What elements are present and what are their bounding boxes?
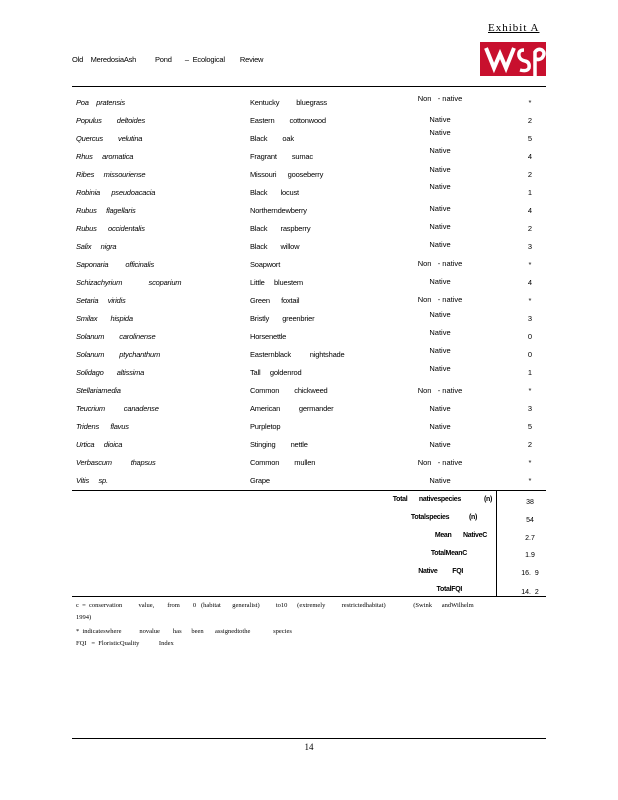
common-name: Northerndewberry: [250, 206, 307, 215]
common-name: Easternblack nightshade: [250, 350, 345, 359]
native-status: Native: [429, 422, 451, 431]
native-status: Native: [429, 204, 451, 213]
conservation-value: 0: [527, 350, 533, 359]
common-name: Purpletop: [250, 422, 281, 431]
common-name: Black raspberry: [250, 224, 311, 233]
common-name: Missouri gooseberry: [250, 170, 324, 179]
summary-column-divider: [496, 490, 497, 596]
conservation-value: 5: [527, 134, 533, 143]
native-status: Native: [429, 364, 451, 373]
scientific-name: Solidago altissima: [76, 368, 145, 377]
footnote-c-definition-cont: 1994): [76, 614, 92, 621]
conservation-value: 2: [527, 116, 533, 125]
scientific-name: Smilax hispida: [76, 314, 133, 323]
conservation-value: 3: [527, 314, 533, 323]
summary-label: TotalFQI: [436, 586, 462, 593]
scientific-name: Rhus aromatica: [76, 152, 134, 161]
footnote-c-definition: c = conservation value, from 0 (habitat generalist) to10 (extremely restrictedhabitat) (Swink andWilhelm: [76, 602, 474, 609]
common-name: Common mullen: [250, 458, 316, 467]
footnote-asterisk: * indicateswhere novalue has been assignedtothe species: [76, 628, 292, 635]
common-name: Black oak: [250, 134, 294, 143]
footnote-fqi: FQI = FloristicQuality Index: [76, 640, 174, 647]
scientific-name: Solanum ptychanthum: [76, 350, 161, 359]
scientific-name: Poa pratensis: [76, 98, 125, 107]
scientific-name: Populus deltoides: [76, 116, 145, 125]
common-name: Black locust: [250, 188, 299, 197]
summary-top-rule: [72, 490, 546, 491]
native-status: Native: [429, 240, 451, 249]
scientific-name: Verbascum thapsus: [76, 458, 156, 467]
native-status: Native: [429, 476, 451, 485]
common-name: Black willow: [250, 242, 300, 251]
summary-value: 14. 2: [521, 589, 539, 596]
native-status: Non - native: [417, 295, 463, 304]
summary-label: TotalMeanC: [430, 550, 467, 557]
common-name: American germander: [250, 404, 334, 413]
scientific-name: Saponaria officinalis: [76, 260, 154, 269]
summary-value: 16. 9: [521, 570, 539, 577]
native-status: Native: [429, 222, 451, 231]
conservation-value: *: [528, 98, 532, 107]
common-name: Horsenettle: [250, 332, 287, 341]
summary-value: 1.9: [525, 552, 535, 559]
native-status: Non - native: [417, 458, 463, 467]
summary-label: Mean NativeC: [434, 532, 487, 539]
conservation-value: *: [528, 386, 532, 395]
conservation-value: 2: [527, 224, 533, 233]
common-name: Eastern cottonwood: [250, 116, 326, 125]
common-name: Fragrant sumac: [250, 152, 313, 161]
scientific-name: Robinia pseudoacacia: [76, 188, 156, 197]
native-status: Native: [429, 165, 451, 174]
native-status: Native: [429, 182, 451, 191]
conservation-value: 1: [527, 188, 533, 197]
common-name: Soapwort: [250, 260, 281, 269]
scientific-name: Rubus occidentalis: [76, 224, 145, 233]
scientific-name: Solanum carolinense: [76, 332, 156, 341]
summary-bottom-rule: [72, 596, 546, 597]
summary-label: Totalspecies (n): [410, 514, 477, 521]
native-status: Native: [429, 328, 451, 337]
conservation-value: 5: [527, 422, 533, 431]
conservation-value: 0: [527, 332, 533, 341]
scientific-name: Tridens flavus: [76, 422, 129, 431]
native-status: Native: [429, 346, 451, 355]
exhibit-label: Exhibit A: [488, 22, 540, 34]
scientific-name: Schizachyrium scoparium: [76, 278, 182, 287]
scientific-name: Salix nigra: [76, 242, 117, 251]
conservation-value: 2: [527, 440, 533, 449]
conservation-value: 1: [527, 368, 533, 377]
native-status: Non - native: [417, 386, 463, 395]
common-name: Tall goldenrod: [250, 368, 302, 377]
conservation-value: *: [528, 476, 532, 485]
conservation-value: *: [528, 458, 532, 467]
scientific-name: Quercus velutina: [76, 134, 143, 143]
scientific-name: Ribes missouriense: [76, 170, 146, 179]
page-number: 14: [304, 742, 314, 752]
native-status: Native: [429, 310, 451, 319]
native-status: Non - native: [417, 259, 463, 268]
scientific-name: Rubus flagellaris: [76, 206, 136, 215]
summary-label: Native FQI: [418, 568, 463, 575]
native-status: Native: [429, 128, 451, 137]
native-status: Native: [429, 277, 451, 286]
common-name: Grape: [250, 476, 270, 485]
summary-label: Total nativespecies (n): [392, 496, 492, 503]
scientific-name: Vitis sp.: [76, 476, 108, 485]
conservation-value: *: [528, 296, 532, 305]
common-name: Bristly greenbrier: [250, 314, 315, 323]
page-header-title: Old MeredosiaAsh Pond – Ecological Review: [72, 55, 264, 64]
header-rule: [72, 86, 546, 87]
conservation-value: 4: [527, 152, 533, 161]
summary-value: 54: [526, 517, 534, 524]
conservation-value: 2: [527, 170, 533, 179]
native-status: Native: [429, 440, 451, 449]
common-name: Kentucky bluegrass: [250, 98, 327, 107]
company-logo: [480, 42, 546, 76]
scientific-name: Urtica dioica: [76, 440, 123, 449]
native-status: Non - native: [417, 94, 463, 103]
conservation-value: 3: [527, 404, 533, 413]
native-status: Native: [429, 115, 451, 124]
scientific-name: Setaria viridis: [76, 296, 126, 305]
common-name: Green foxtail: [250, 296, 300, 305]
summary-value: 38: [526, 499, 534, 506]
common-name: Common chickweed: [250, 386, 328, 395]
scientific-name: Teucrium canadense: [76, 404, 159, 413]
conservation-value: 3: [527, 242, 533, 251]
conservation-value: 4: [527, 278, 533, 287]
common-name: Stinging nettle: [250, 440, 308, 449]
common-name: Little bluestem: [250, 278, 303, 287]
native-status: Native: [429, 146, 451, 155]
conservation-value: *: [528, 260, 532, 269]
conservation-value: 4: [527, 206, 533, 215]
footer-rule: [72, 738, 546, 739]
native-status: Native: [429, 404, 451, 413]
scientific-name: Stellariamedia: [76, 386, 121, 395]
summary-value: 2.7: [525, 535, 535, 542]
